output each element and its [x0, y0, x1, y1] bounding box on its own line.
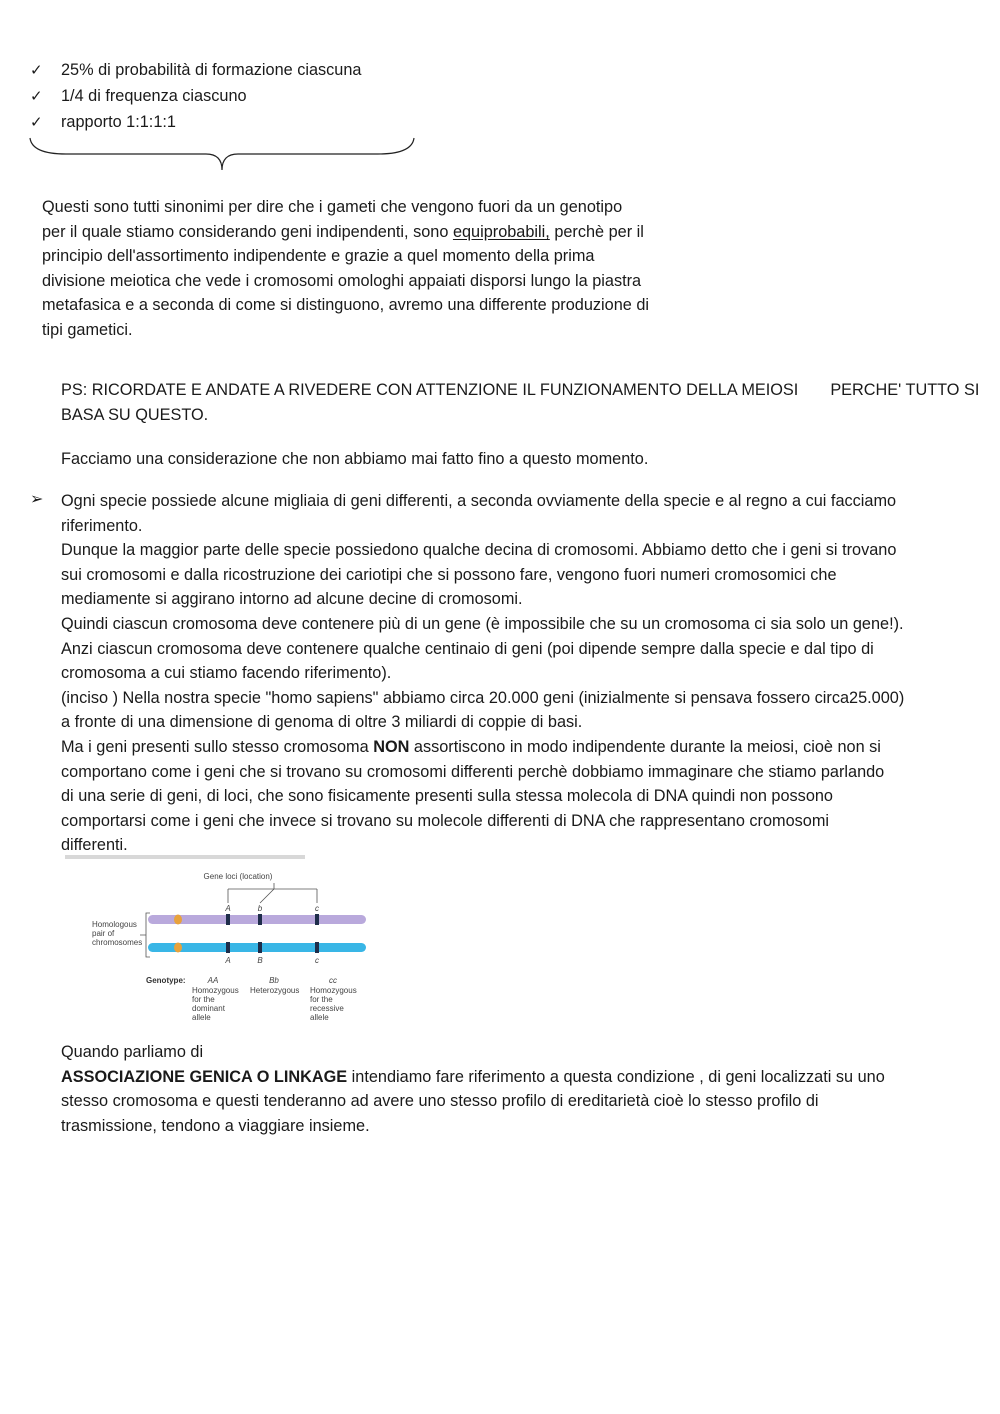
genotype-value: cc: [329, 976, 337, 985]
locus-band: [315, 942, 319, 953]
paragraph-equiprobable: [42, 195, 702, 343]
text-line: divisione meiotica che vede i cromosomi omologhi appaiati disporsi lungo la piastra: [42, 271, 642, 290]
genotype-desc: for the: [310, 995, 333, 1004]
text-line: Dunque la maggior parte delle specie possiedono qualche decina di cromosomi. Abbiamo detto che i geni si trovano: [61, 541, 897, 560]
allele-label-top: A: [225, 904, 231, 913]
arrow-bullet-icon: ➢: [30, 491, 44, 508]
genotype-desc: for the: [192, 995, 215, 1004]
text-line: [61, 1065, 961, 1090]
text-span: assortiscono in modo indipendente durante la meiosi, cioè non si: [409, 737, 881, 756]
text-span: PS: RICORDATE E ANDATE A RIVEDERE CON ATTENZIONE IL FUNZIONAMENTO DELLA MEIOSI: [61, 381, 799, 399]
text-line: Questi sono tutti sinonimi per dire che i gameti che vengono fuori da un genotipo: [42, 198, 623, 216]
text-line: differenti.: [61, 836, 128, 855]
curly-brace-icon: [26, 136, 420, 176]
text-span: Ma i geni presenti sullo stesso cromosoma: [61, 737, 374, 756]
text-line: Ogni specie possiede alcune migliaia di geni differenti, a seconda ovviamente della specie e al regno a cui facciamo: [61, 492, 897, 510]
text-line: sui cromosomi e dalla ricostruzione dei cariotipi che si possono fare, vengono fuori numeri cromosomici che: [61, 565, 837, 584]
homologous-chromosomes-figure: [60, 845, 380, 1035]
genotype-desc: Homozygous: [192, 986, 239, 995]
homologous-label: Homologous: [92, 920, 137, 929]
text-span: perchè per il: [549, 222, 644, 241]
allele-label-top: b: [257, 904, 263, 913]
paragraph-genes-chromosomes: [61, 489, 961, 858]
allele-label-bottom: A: [225, 956, 231, 965]
text-line: [42, 220, 702, 245]
bold-term: ASSOCIAZIONE GENICA O LINKAGE: [61, 1067, 348, 1086]
text-line: Anzi ciascun cromosoma deve contenere qualche centinaio di geni (poi dipende sempre dalla specie e dal tipo di: [61, 639, 874, 658]
paragraph-linkage: [61, 1040, 961, 1138]
locus-band: [258, 914, 262, 925]
check-icon: ✓: [30, 88, 43, 105]
gene-loci-pointers: [228, 883, 317, 903]
text-line: cromosoma a cui stiamo facendo riferimento).: [61, 664, 392, 683]
text-line: riferimento.: [61, 516, 143, 535]
text-span: PERCHE' TUTTO SI: [830, 381, 980, 399]
homologous-label: pair of: [92, 929, 115, 938]
text-line: Quindi ciascun cromosoma deve contenere più di un gene (è impossibile che su un cromosoma ci sia solo un gene!).: [61, 614, 904, 633]
text-line: BASA SU QUESTO.: [61, 405, 209, 424]
text-span: per il quale stiamo considerando geni indipendenti, sono: [42, 222, 453, 241]
gene-loci-label: Gene loci (location): [203, 872, 273, 881]
cropped-caption-remnant: [65, 855, 305, 859]
allele-label-bottom: B: [257, 956, 263, 965]
text-line: metafasica e a seconda di come si distinguono, avremo una differente produzione di: [42, 296, 650, 315]
text-line: mediamente si aggirano intorno ad alcune decine di cromosomi.: [61, 590, 523, 609]
text-line: (inciso ) Nella nostra specie "homo sapiens" abbiamo circa 20.000 geni (inizialmente si pensava fossero circa25.000): [61, 688, 905, 707]
text-line: trasmissione, tendono a viaggiare insieme.: [61, 1116, 370, 1135]
checklist-item: rapporto 1:1:1:1: [61, 113, 176, 131]
allele-label-bottom: c: [315, 956, 319, 965]
genotype-label: Genotype:: [146, 976, 186, 985]
text-line: a fronte di una dimensione di genoma di oltre 3 miliardi di coppie di basi.: [61, 713, 583, 732]
check-icon: ✓: [30, 114, 43, 131]
text-line: stesso cromosoma e questi tenderanno ad avere uno stesso profilo di ereditarietà cioè lo stesso profilo di: [61, 1092, 819, 1111]
locus-band: [226, 914, 230, 925]
centromere-bottom: [174, 943, 182, 953]
genotype-desc: dominant: [192, 1004, 225, 1013]
checklist-item: 25% di probabilità di formazione ciascuna: [61, 61, 362, 79]
checklist-item: 1/4 di frequenza ciascuno: [61, 87, 247, 105]
genotype-value: Bb: [269, 976, 279, 985]
genotype-desc: allele: [192, 1013, 211, 1022]
consideration-line: Facciamo una considerazione che non abbiamo mai fatto fino a questo momento.: [61, 450, 649, 468]
text-line: [61, 378, 980, 403]
homologous-label: chromosomes: [92, 938, 143, 947]
ps-note: [61, 378, 980, 427]
genotype-desc: Heterozygous: [250, 986, 300, 995]
check-icon: ✓: [30, 62, 43, 79]
text-line: [61, 735, 961, 760]
text-line: comportarsi come i geni che invece si trovano su molecole differenti di DNA che rappresentano cromosomi: [61, 811, 830, 830]
text-line: Quando parliamo di: [61, 1043, 204, 1061]
text-line: tipi gametici.: [42, 320, 133, 339]
genotype-desc: Homozygous: [310, 986, 357, 995]
underlined-term: equiprobabili,: [452, 222, 550, 241]
allele-label-top: c: [315, 904, 319, 913]
genotype-value: AA: [207, 976, 219, 985]
genotype-desc: allele: [310, 1013, 329, 1022]
locus-band: [258, 942, 262, 953]
text-line: di una serie di geni, di loci, che sono fisicamente presenti sulla stessa molecola di DNA quindi non possono: [61, 787, 833, 806]
genotype-desc: recessive: [310, 1004, 344, 1013]
text-line: principio dell'assortimento indipendente e grazie a quel momento della prima: [42, 247, 595, 266]
centromere-top: [174, 915, 182, 925]
text-span: intendiamo fare riferimento a questa condizione , di geni localizzati su uno: [347, 1067, 885, 1086]
text-line: comportano come i geni che si trovano su cromosomi differenti perchè dobbiamo immaginare che stiamo parlando: [61, 762, 885, 781]
locus-band: [315, 914, 319, 925]
bold-term: NON: [373, 737, 410, 756]
locus-band: [226, 942, 230, 953]
